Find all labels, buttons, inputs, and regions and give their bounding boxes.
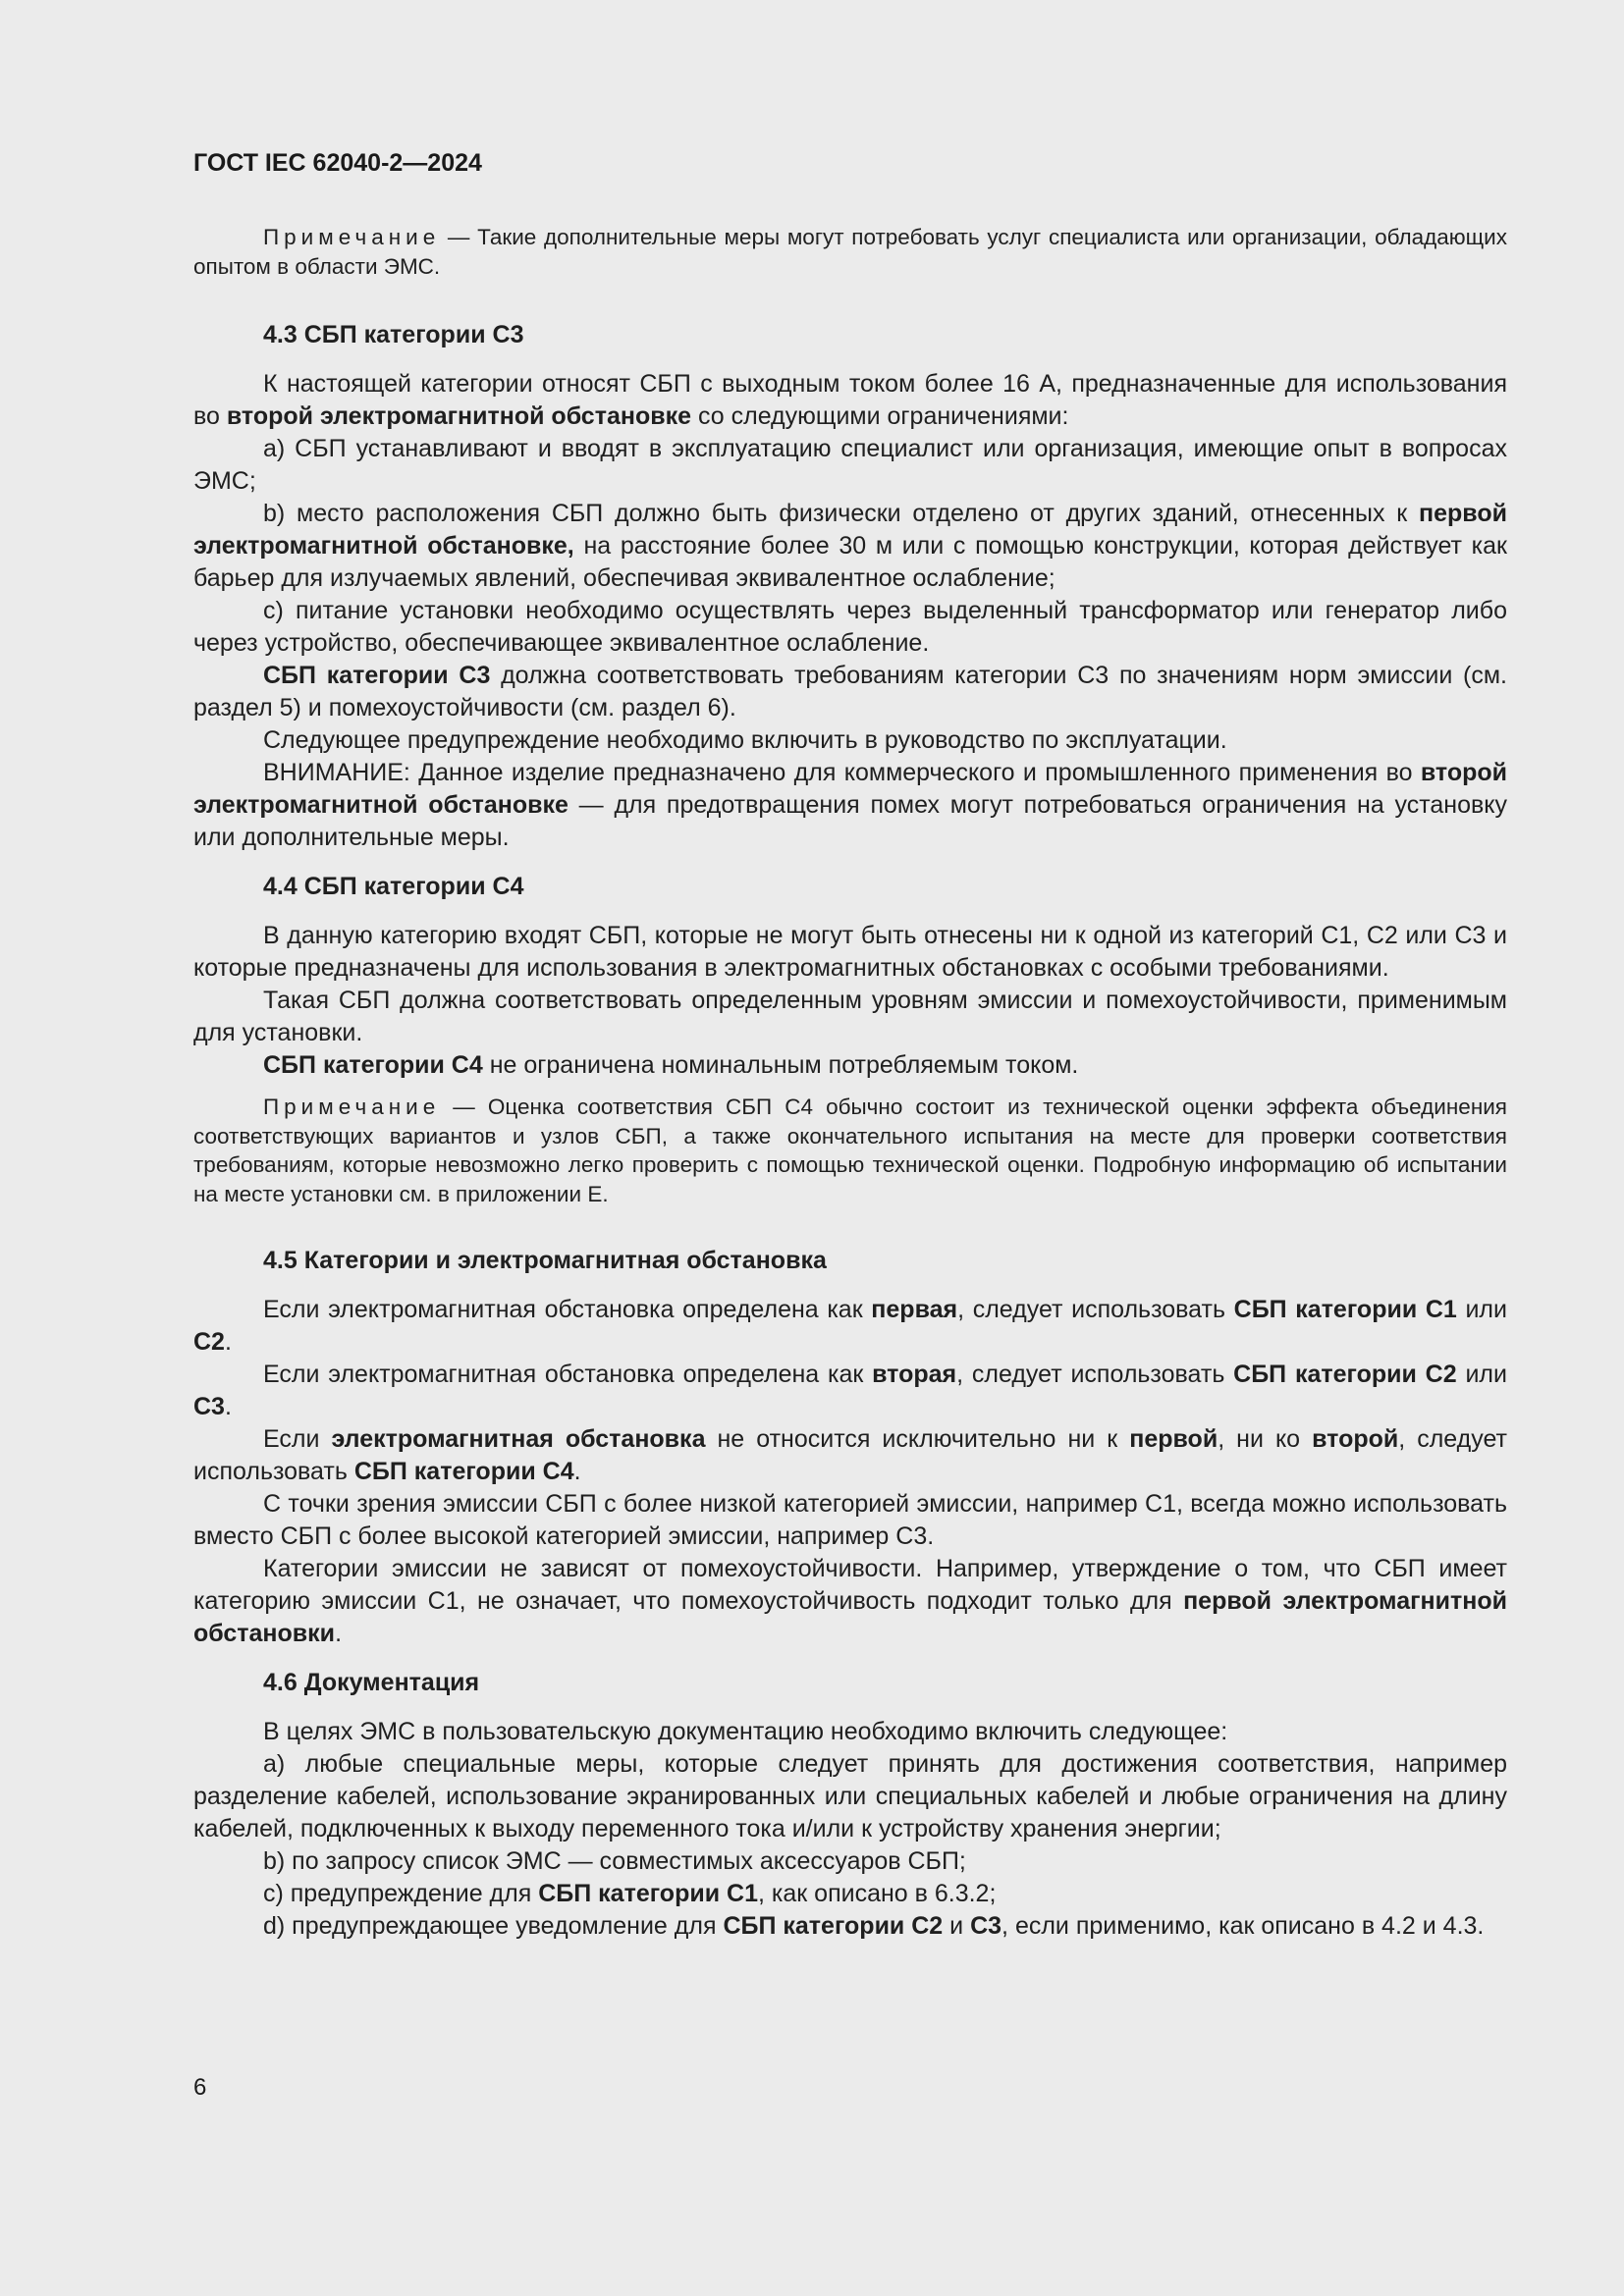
document-header: ГОСТ IEC 62040-2—2024	[193, 149, 482, 177]
note-paragraph	[193, 223, 1507, 281]
list-item: a) любые специальные меры, которые следует принять для достижения соответствия, например разделение кабелей, использование экранированных или специальных кабелей и любые ограничения на длину кабелей, подключенных к выходу переменного тока и/или к устройству хранения энергии;	[193, 1750, 1507, 1842]
note-label: Примечание	[263, 225, 441, 249]
list-item: b) по запросу список ЭМС — совместимых аксессуаров СБП;	[263, 1847, 966, 1875]
paragraph: Категории эмиссии не зависят от помехоустойчивости. Например, утверждение о том, что СБП имеет категорию эмиссии С1, не означает, что помехоустойчивость подходит только для первой электромагнитной обстановки.	[193, 1555, 1507, 1647]
section-heading-4-4: 4.4 СБП категории С4	[263, 873, 524, 900]
paragraph: Если электромагнитная обстановка определена как вторая, следует использовать СБП категории С2 или С3.	[193, 1361, 1507, 1420]
paragraph: С точки зрения эмиссии СБП с более низкой категорией эмиссии, например С1, всегда можно использовать вместо СБП с более высокой категорией эмиссии, например С3.	[193, 1490, 1507, 1550]
paragraph: СБП категории С4 не ограничена номинальным потребляемым током.	[263, 1051, 1079, 1079]
note-text: — Такие дополнительные меры могут потребовать услуг специалиста или организации, обладающих опытом в области ЭМС.	[193, 225, 1507, 279]
warning-paragraph: ВНИМАНИЕ: Данное изделие предназначено для коммерческого и промышленного применения во второй электромагнитной обстановке — для предотвращения помех могут потребоваться ограничения на установку или дополнительные меры.	[193, 759, 1508, 851]
paragraph: К настоящей категории относят СБП с выходным током более 16 А, предназначенные для использования во второй электромагнитной обстановке со следующими ограничениями:	[193, 370, 1507, 430]
section-heading-4-5: 4.5 Категории и электромагнитная обстановка	[263, 1247, 827, 1274]
note-text: — Оценка соответствия СБП С4 обычно состоит из технической оценки эффекта объединения соответствующих вариантов и узлов СБП, а также окончательного испытания на месте для проверки соответствия требованиям, которые невозможно легко проверить с помощью технической оценки. Подробную информацию об испытании на месте установки см. в приложении Е.	[193, 1095, 1507, 1206]
section-heading-4-6: 4.6 Документация	[263, 1669, 480, 1696]
paragraph: В целях ЭМС в пользовательскую документацию необходимо включить следующее:	[263, 1718, 1228, 1745]
paragraph: Следующее предупреждение необходимо включить в руководство по эксплуатации.	[263, 726, 1227, 754]
note-paragraph	[193, 1093, 1507, 1208]
list-item: b) место расположения СБП должно быть физически отделено от других зданий, отнесенных к первой электромагнитной обстановке, на расстояние более 30 м или с помощью конструкции, которая действует как барьер для излучаемых явлений, обеспечивая эквивалентное ослабление;	[193, 500, 1507, 592]
paragraph: Если электромагнитная обстановка определена как первая, следует использовать СБП категории С1 или С2.	[193, 1296, 1507, 1356]
paragraph: СБП категории С3 должна соответствовать требованиям категории С3 по значениям норм эмиссии (см. раздел 5) и помехоустойчивости (см. раздел 6).	[193, 662, 1507, 721]
paragraph: Такая СБП должна соответствовать определенным уровням эмиссии и помехоустойчивости, применимым для установки.	[193, 987, 1507, 1046]
paragraph: В данную категорию входят СБП, которые не могут быть отнесены ни к одной из категорий С1, С2 или С3 и которые предназначены для использования в электромагнитных обстановках с особыми требованиями.	[193, 922, 1507, 982]
paragraph: Если электромагнитная обстановка не относится исключительно ни к первой, ни ко второй, следует использовать СБП категории С4.	[193, 1425, 1507, 1485]
section-heading-4-3: 4.3 СБП категории С3	[263, 321, 524, 348]
list-item: a) СБП устанавливают и вводят в эксплуатацию специалист или организация, имеющие опыт в вопросах ЭМС;	[193, 435, 1507, 495]
note-label: Примечание	[263, 1095, 441, 1119]
document-body	[193, 223, 1507, 1943]
list-item: d) предупреждающее уведомление для СБП категории С2 и С3, если применимо, как описано в 4.2 и 4.3.	[263, 1912, 1485, 1940]
list-item: c) предупреждение для СБП категории С1, как описано в 6.3.2;	[263, 1880, 997, 1907]
page-number: 6	[193, 2074, 207, 2101]
list-item: c) питание установки необходимо осуществлять через выделенный трансформатор или генератор либо через устройство, обеспечивающее эквивалентное ослабление.	[193, 597, 1507, 657]
